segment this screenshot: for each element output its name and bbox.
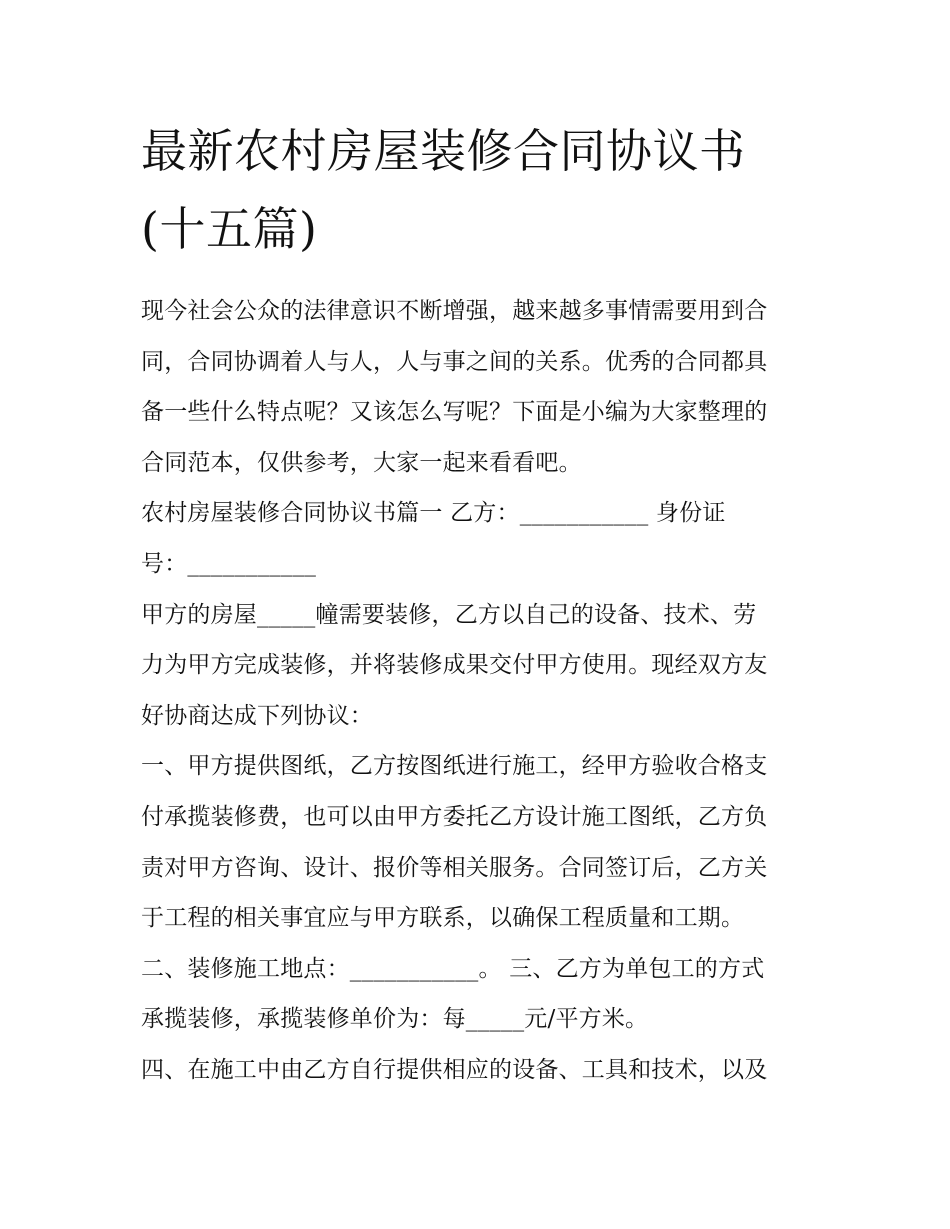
body-line: 承揽装修，承揽装修单价为：每_____元/平方米。 [141,1006,649,1033]
title-line-1: 最新农村房屋装修合同协议书 [141,124,746,178]
body-line: 同，合同协调着人与人，人与事之间的关系。优秀的合同都具 [141,348,768,375]
body-line: 一、甲方提供图纸，乙方按图纸进行施工，经甲方验收合格支 [141,753,768,780]
body-line: 甲方的房屋_____幢需要装修，乙方以自己的设备、技术、劳 [141,601,757,628]
body-line: 责对甲方咨询、设计、报价等相关服务。合同签订后，乙方关 [141,854,768,881]
title-line-2: (十五篇) [141,202,318,256]
body-line: 号：___________ [141,550,317,577]
body-line: 农村房屋装修合同协议书篇一 乙方：___________ 身份证 [141,500,726,527]
body-line: 备一些什么特点呢？又该怎么写呢？下面是小编为大家整理的 [141,399,768,426]
body-line: 现今社会公众的法律意识不断增强，越来越多事情需要用到合 [141,298,768,324]
body-line: 好协商达成下列协议： [141,702,373,729]
document-title [141,112,813,268]
body-line: 四、在施工中由乙方自行提供相应的设备、工具和技术，以及 [141,1056,768,1083]
body-line: 于工程的相关事宜应与甲方联系，以确保工程质量和工期。 [141,905,745,932]
body-line: 付承揽装修费，也可以由甲方委托乙方设计施工图纸，乙方负 [141,803,768,830]
document-content [141,112,813,1096]
document-body [141,286,813,1096]
body-line: 合同范本，仅供参考，大家一起来看看吧。 [141,449,582,476]
body-line: 二、装修施工地点：___________。 三、乙方为单包工的方式 [141,955,765,982]
body-line: 力为甲方完成装修，并将装修成果交付甲方使用。现经双方友 [141,652,768,679]
